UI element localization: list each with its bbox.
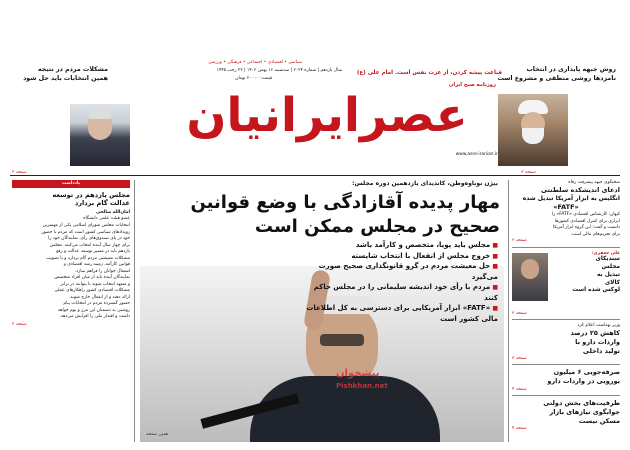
top-right-photo [498, 94, 568, 166]
r1-kicker: سخنگوی جبهه پیشرفت رفاه [568, 180, 620, 185]
r2-headline-1: سندیکای [595, 256, 620, 263]
main-kicker: بیژن نوباوه‌وطن، کاندیدای یازدهمین دوره مجلس: [352, 180, 498, 187]
masthead [152, 60, 502, 170]
left-body-line: نمایندگان آینده باید از میان افراد متخصص [54, 275, 130, 281]
top-right-headline-2: نامزدها روشی منطقی و مشروع است [497, 74, 616, 82]
r1-page-ref[interactable]: صفحه ۳ [512, 238, 527, 244]
left-body-line: خود در پای صندوق‌های رأی، نمایندگان خود را [48, 236, 130, 242]
left-body-line: مشکلات اقتصادی کشور راهکارهای عملی [54, 288, 130, 294]
left-author-role: عضو هیئت علمی دانشگاه [83, 215, 130, 221]
watermark: Pishkhan.net [336, 382, 388, 390]
r2-headline-3: تبدیل به [597, 271, 620, 278]
top-right-headline-1: روش جبهه پایداری در انتخاب [526, 66, 616, 73]
section-culture: فرهنگی [227, 60, 242, 65]
main-headline-2[interactable]: صحیح در مجلس ممکن است [254, 215, 500, 237]
left-body-line: اشتغال جوانان را فراهم سازد. [74, 268, 130, 274]
r3-headline-1[interactable]: کاهش ۲۵ درصد [570, 328, 620, 337]
main-bullet: ■ «FATF» ابزار آمریکایی برای دسترسی به کل اطلاعات مالی کشور است [298, 303, 498, 324]
r1-body-line: ابزاری برای کنترل اقتصادی کشورها [554, 218, 620, 224]
date-line: سال یازدهم | شماره ۲۰۲۴ | سه‌شنبه ۱۶ بهمن ۱۴۰۲ | ۲۲ رجب ۱۴۴۵ [216, 68, 342, 73]
website[interactable]: www.asre-iranian.ir [455, 152, 498, 157]
masthead-divider [10, 175, 620, 176]
r2-headline-4: کالای [604, 279, 620, 286]
left-body-line: و متعهد انتخاب شوند تا بتوانند در برابر [60, 281, 130, 287]
main-bullet: ■ خروج مجلس از انفعال با انتخاب شایسته [298, 251, 498, 262]
r5-page-ref[interactable]: صفحه ۴ [512, 426, 527, 432]
section-list: سیاسی • اقتصادی • اجتماعی • فرهنگی • ورزشی [208, 60, 302, 65]
section-economy: اقتصادی [267, 60, 283, 65]
left-body-line: برای چهار سال آینده انتخاب می‌کنند. مجلس [49, 242, 130, 248]
column-divider-right [508, 180, 509, 442]
daily-quote: قناعت پیشه کردن، از عزت نفس است. امام علی (ع) [356, 70, 502, 76]
top-left-story[interactable] [12, 66, 108, 83]
left-author: امان‌الله صالحی [96, 210, 130, 216]
left-body-line: داشت و اقتدار ملی را افزایش می‌دهد. [59, 314, 130, 320]
section-sport: ورزشی [208, 60, 222, 65]
column-divider-left [134, 180, 135, 442]
masthead-logo [152, 84, 502, 148]
r2-photo [512, 253, 548, 301]
r3-headline-3[interactable]: تولید داخلی [582, 346, 620, 355]
r4-page-ref[interactable]: صفحه ۴ [512, 386, 527, 392]
main-bullets [298, 240, 498, 324]
top-left-photo [70, 104, 130, 166]
r2-headline-5: لوکس شده است [572, 287, 620, 294]
left-headline-2[interactable]: عدالت گام بردارد [74, 199, 130, 208]
section-social: اجتماعی [246, 60, 263, 65]
r-divider [512, 319, 620, 320]
main-headline-1[interactable]: مهار پدیده آقازادگی با وضع قوانین [190, 191, 500, 213]
r3-page-ref[interactable]: صفحه ۳ [512, 355, 527, 361]
r5-headline-2[interactable]: جوابگوی نیازهای بازار [549, 408, 620, 417]
r1-body-line: برای تحریم‌های مالی است. [570, 231, 620, 237]
r5-headline-1[interactable]: ظرفیت‌های بخش دولتی [543, 399, 620, 408]
left-body [12, 223, 130, 320]
r2-page-ref[interactable]: صفحه ۳ [512, 310, 527, 316]
left-body-line: قوانین کارآمد، زمینه رشد اقتصادی و [63, 262, 130, 268]
left-body-line: حضور گسترده مردم در انتخابات پیام [63, 301, 130, 307]
r2-headline-2: مجلس [601, 263, 620, 270]
watermark-fa: پیشخوان [336, 368, 380, 379]
r1-headline-1[interactable]: ادعای اندیشکده سلطنتی [540, 185, 620, 194]
r1-body-line: دانست و گفت: این گروه ابزار آمریکا [552, 225, 620, 231]
r3-kicker: وزیر بهداشت اعلام کرد [577, 323, 620, 329]
main-bullet: ■ مردم با رأی خود اندیشه سلیمانی را در مجلس حاکم کنند [298, 282, 498, 303]
right-column [512, 180, 620, 432]
section-politics: سیاسی [288, 60, 302, 65]
top-left-page-ref[interactable]: صفحه ۲ [12, 170, 27, 175]
main-bullet: ■ مجلس باید پویا، متخصص و کارآمد باشد [298, 240, 498, 251]
r-divider [512, 364, 620, 365]
price-line: قیمت: ۲۰۰۰۰ تومان [235, 76, 272, 81]
r1-headline-3[interactable]: «FATF» [553, 202, 579, 211]
left-body-line: روشنی به دشمنان این مرز و بوم خواهد [57, 307, 130, 313]
top-right-page-ref[interactable]: صفحه ۳ [521, 170, 536, 175]
r2-story[interactable] [512, 251, 620, 311]
top-left-headline-1: مشکلات مردم در نتیجه [37, 66, 108, 73]
column-label: یادداشت [12, 180, 130, 188]
r3-headline-2[interactable]: واردات دارو با [575, 337, 620, 346]
left-body-line: یازدهم باید در مسیر توسعه عدالت و رفع [56, 249, 130, 255]
r-divider [512, 247, 620, 248]
top-left-headline-2: همین انتخابات باید حل شود [23, 74, 108, 82]
r1-headline-2[interactable]: انگلیس به ابزار آمریکا تبدیل شده [522, 194, 620, 202]
r5-headline-3[interactable]: مسکن نیست [578, 417, 620, 426]
r4-headline-1[interactable]: صرفه‌جویی ۶ میلیون [553, 368, 620, 377]
top-right-story[interactable] [476, 66, 616, 83]
left-column [12, 180, 130, 327]
main-story [140, 180, 504, 442]
r1-body [512, 212, 620, 237]
logo-subtitle: روزنامه صبح ایران [448, 82, 496, 88]
left-headline-1[interactable]: مجلس یازدهم در توسعه [52, 190, 130, 199]
left-body-line: رویدادهای سیاسی کشور است که مردم با حضور [41, 229, 130, 235]
main-continuation[interactable]: همین صفحه [146, 432, 169, 437]
logo-text: عصرایرانیان [186, 88, 468, 143]
left-page-ref[interactable]: صفحه ۲ [12, 321, 27, 327]
r4-headline-2[interactable]: یورویی در واردات دارو [547, 377, 620, 386]
left-body-line: ارائه دهند و از انفعال خارج شوند. [68, 294, 130, 300]
r2-kicker: علی جعفری: [591, 250, 620, 256]
r-divider [512, 395, 620, 396]
left-body-line: مشکلات معیشتی مردم گام بردارد و با تصویب [46, 255, 130, 261]
main-bullet: ■ حل معیشت مردم در گرو قانونگذاری صحیح صورت می‌گیرد [298, 261, 498, 282]
r1-body-line: کیهان: کارشناس اقتصادی «FATF» را [551, 212, 620, 218]
left-body-line: انتخابات مجلس شورای اسلامی یکی از مهمترین [42, 223, 130, 229]
